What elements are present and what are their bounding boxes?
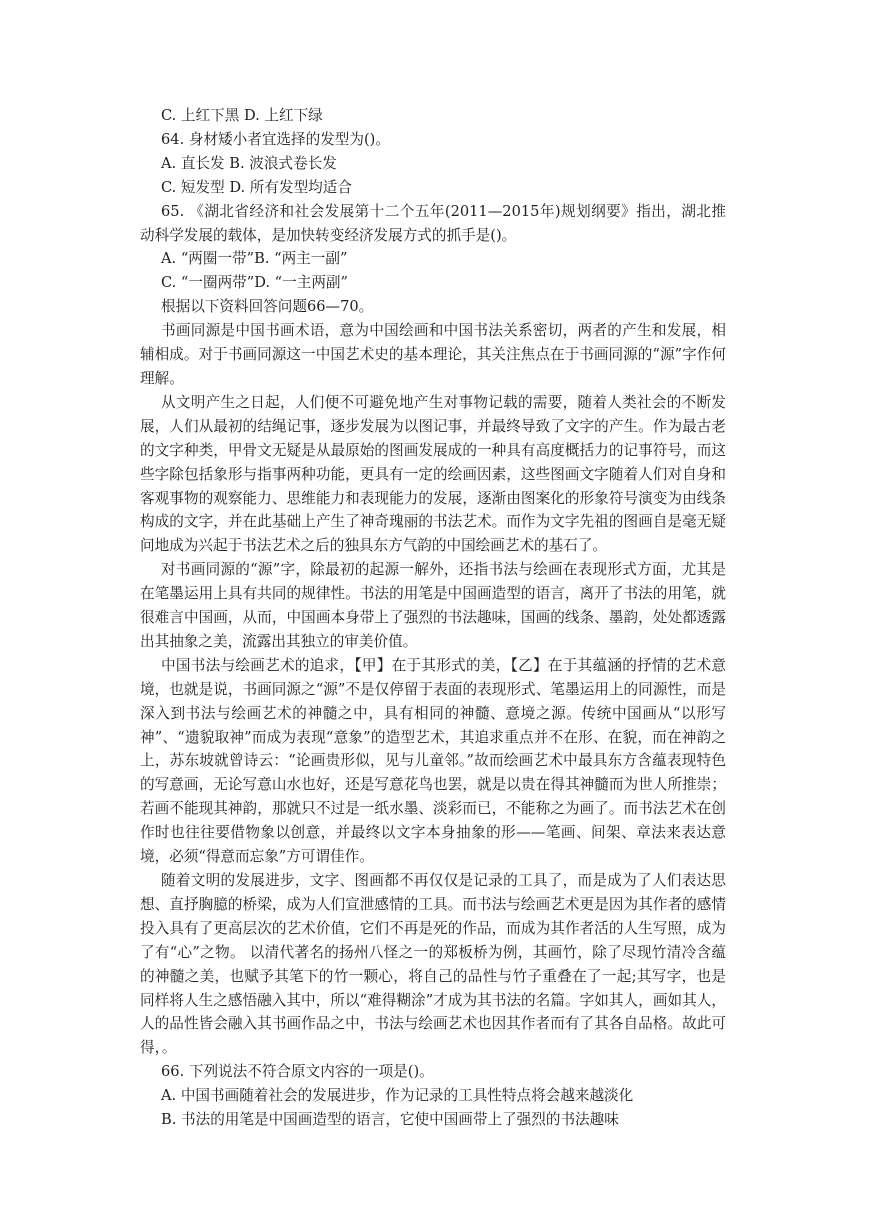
passage-paragraph: 从文明产生之日起，人们便不可避免地产生对事物记载的需要，随着人类社会的不断发展，人们从最初的结绳记事，逐步发展为以图记事，并最终导致了文字的产生。作为最古老的文字种类，甲骨文无疑是从最原始的图画发展成的一种具有高度概括力的记事符号，而这些字除包括象形与指事两种功能，更具有一定的绘画因素，这些图画文字随着人们对自身和客观事物的观察能力、思维能力和表现能力的发展，逐渐由图案化的形象符号演变为由线条构成的文字，并在此基础上产生了神奇瑰丽的书法艺术。而作为文字先祖的图画自是毫无疑问地成为兴起于书法艺术之后的独具东方气韵的中国绘画艺术的基石了。: [140, 393, 726, 555]
passage-paragraph: 中国书法与绘画艺术的追求，【甲】在于其形式的美，【乙】在于其蕴涵的抒情的艺术意境，也就是说，书画同源之“源”不是仅停留于表面的表现形式、笔墨运用上的同源性，而是深入到书法与绘画艺术的神髓之中，具有相同的神髓、意境之源。传统中国画从“以形写神”、“遗貌取神”而成为表现“意象”的造型艺术，其追求重点并不在形、在貌，而在神韵之上，苏东坡就曾诗云：“论画贵形似，见与儿童邻。”故而绘画艺术中最具东方含蕴表现特色的写意画，无论写意山水也好，还是写意花鸟也罢，就是以贵在得其神髓而为世人所推崇；若画不能现其神韵，那就只不过是一纸水墨、淡彩而已，不能称之为画了。而书法艺术在创作时也往往要借物象以创意，并最终以文字本身抽象的形——笔画、间架、章法来表达意境，必须“得意而忘象”方可谓佳作。: [140, 656, 726, 866]
q65-options-cd: C. “一圈两带”D. “一主两副”: [161, 274, 348, 292]
q64-options-cd: C. 短发型 D. 所有发型均适合: [161, 178, 352, 196]
page-content: [140, 104, 726, 1132]
q65-options-ab: A. “两圈一带”B. “两主一副”: [161, 250, 348, 268]
q64-options-ab: A. 直长发 B. 波浪式卷长发: [161, 154, 337, 172]
q64-stem: 64. 身材矮小者宜选择的发型为()。: [161, 130, 390, 148]
q66-stem: 66. 下列说法不符合原文内容的一项是()。: [161, 1063, 434, 1081]
q65-stem: 65. 《湖北省经济和社会发展第十二个五年(2011—2015年)规划纲要》指出，湖北推动科学发展的载体，是加快转变经济发展方式的抓手是()。: [140, 202, 726, 244]
passage-paragraph: 随着文明的发展进步，文字、图画都不再仅仅是记录的工具了，而是成为了人们表达思想、直抒胸臆的桥梁，成为人们宣泄感情的工具。而书法与绘画艺术更是因为其作者的感情投入具有了更高层次的艺术价值，它们不再是死的作品，而成为其作者活的人生写照，成为了有“心”之物。 以清代著名的扬州八怪之一的郑板桥为例，其画竹，除了尽现竹清冷含蕴的神髓之美，也赋予其笔下的竹一颗心，将自己的品性与竹子重叠在了一起;其写字，也是同样将人生之感悟融入其中，所以“难得糊涂”才成为其书法的名篇。字如其人，画如其人，人的品性皆会融入其书画作品之中，书法与绘画艺术也因其作者而有了其各自品格。故此可得，。: [140, 872, 726, 1057]
passage-paragraph: 书画同源是中国书画术语，意为中国绘画和中国书法关系密切，两者的产生和发展，相辅相成。对于书画同源这一中国艺术史的基本理论，其关注焦点在于书画同源的“源”字作何理解。: [140, 322, 726, 387]
passage-paragraph: 对书画同源的“源”字，除最初的起源一解外，还指书法与绘画在表现形式方面，尤其是在笔墨运用上具有共同的规律性。书法的用笔是中国画造型的语言，离开了书法的用笔，就很难言中国画，从而，中国画本身带上了强烈的书法趣味，国画的线条、墨韵，处处都透露出其抽象之美，流露出其独立的审美价值。: [140, 561, 726, 650]
q66-option-a: A. 中国书画随着社会的发展进步，作为记录的工具性特点将会越来越淡化: [161, 1087, 634, 1105]
q66-option-b: B. 书法的用笔是中国画造型的语言，它使中国画带上了强烈的书法趣味: [161, 1111, 619, 1129]
q63-options-cd: C. 上红下黑 D. 上红下绿: [161, 107, 323, 124]
material-intro: 根据以下资料回答问题66—70。: [161, 298, 374, 316]
